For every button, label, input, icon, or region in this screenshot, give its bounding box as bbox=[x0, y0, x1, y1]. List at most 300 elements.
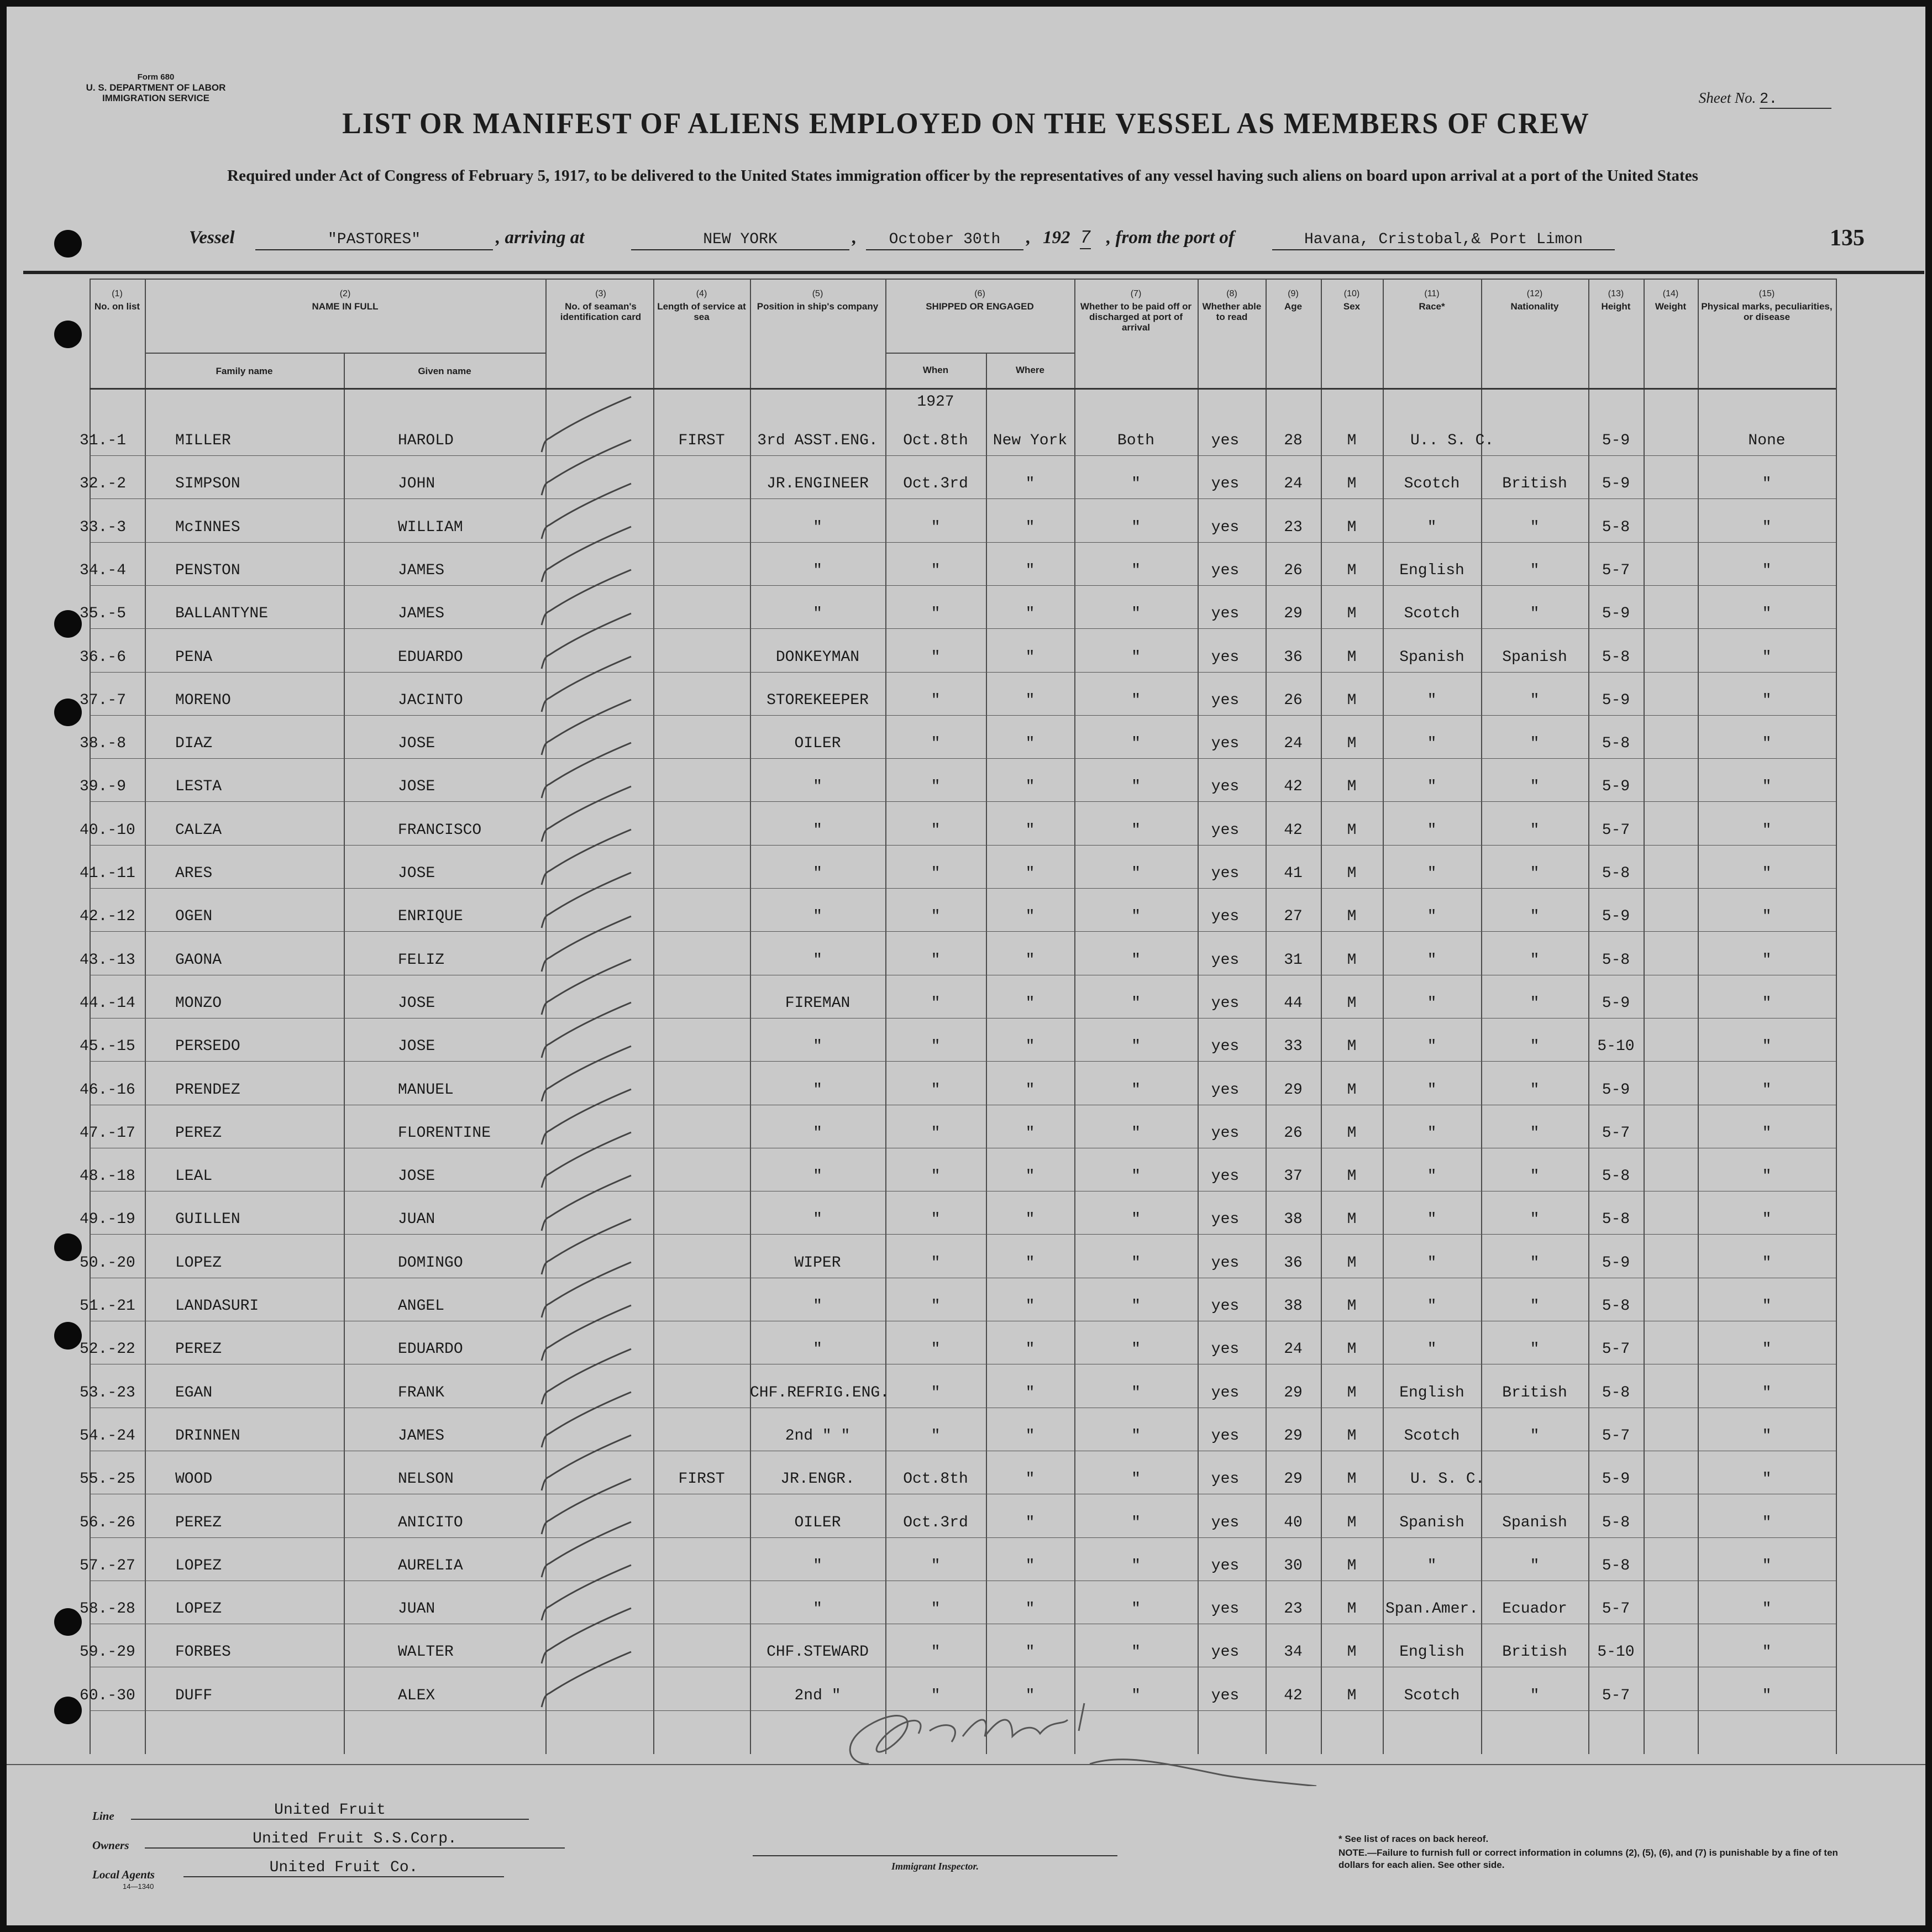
shipped-where: " bbox=[1025, 691, 1035, 709]
height: 5-8 bbox=[1602, 648, 1630, 666]
sex: M bbox=[1347, 1254, 1357, 1272]
id-card-check-mark bbox=[537, 1646, 648, 1713]
paid-off: " bbox=[1131, 865, 1141, 882]
height: 5-9 bbox=[1602, 908, 1630, 926]
physical-marks: " bbox=[1762, 1687, 1772, 1704]
age: 24 bbox=[1284, 1341, 1303, 1358]
position: " bbox=[813, 1298, 822, 1315]
sex: M bbox=[1347, 1124, 1357, 1142]
nationality: " bbox=[1530, 908, 1540, 926]
able-to-read: yes bbox=[1211, 1644, 1240, 1661]
height: 5-10 bbox=[1597, 1644, 1635, 1661]
position: FIREMAN bbox=[785, 994, 851, 1012]
table-row bbox=[7, 759, 1925, 802]
shipped-where: " bbox=[1025, 821, 1035, 839]
year-above-when: 1927 bbox=[917, 393, 954, 411]
race: Spanish bbox=[1399, 648, 1464, 666]
height: 5-8 bbox=[1602, 1298, 1630, 1315]
sex: M bbox=[1347, 1081, 1357, 1099]
shipped-where: " bbox=[1025, 865, 1035, 882]
inspector-label: Immigrant Inspector. bbox=[891, 1861, 979, 1872]
shipped-when: " bbox=[931, 1038, 941, 1056]
position: 2nd " bbox=[794, 1687, 841, 1704]
header-col15: (15) Physical marks, peculiarities, or disease bbox=[1701, 289, 1833, 322]
race: " bbox=[1427, 1254, 1437, 1272]
shipped-where: " bbox=[1025, 1341, 1035, 1358]
able-to-read: yes bbox=[1211, 1254, 1240, 1272]
age: 31 bbox=[1284, 951, 1303, 969]
position: " bbox=[813, 1081, 822, 1099]
shipped-when: " bbox=[931, 1254, 941, 1272]
position: " bbox=[813, 1600, 822, 1618]
shipped-where: " bbox=[1025, 908, 1035, 926]
able-to-read: yes bbox=[1211, 951, 1240, 969]
age: 41 bbox=[1284, 865, 1303, 882]
paid-off: " bbox=[1131, 1600, 1141, 1618]
age: 24 bbox=[1284, 735, 1303, 753]
punch-hole bbox=[54, 321, 82, 348]
physical-marks: " bbox=[1762, 475, 1772, 493]
nationality: " bbox=[1530, 994, 1540, 1012]
shipped-where: " bbox=[1025, 1168, 1035, 1185]
paid-off: " bbox=[1131, 561, 1141, 579]
height: 5-9 bbox=[1602, 475, 1630, 493]
vessel-label: Vessel bbox=[189, 228, 235, 248]
shipped-when: Oct.3rd bbox=[903, 475, 968, 493]
from-label: , from the port of bbox=[1106, 228, 1235, 248]
shipped-where: " bbox=[1025, 1038, 1035, 1056]
shipped-when: " bbox=[931, 1557, 941, 1574]
height: 5-10 bbox=[1597, 1038, 1635, 1056]
physical-marks: " bbox=[1762, 1600, 1772, 1618]
given-name: JAMES bbox=[398, 1427, 445, 1445]
shipped-when: " bbox=[931, 908, 941, 926]
height: 5-7 bbox=[1602, 1600, 1630, 1618]
shipped-when: " bbox=[931, 1384, 941, 1401]
race: " bbox=[1427, 1341, 1437, 1358]
header-col6: (6) SHIPPED OR ENGAGED bbox=[926, 289, 1034, 312]
race: " bbox=[1427, 1211, 1437, 1229]
shipped-where: " bbox=[1025, 648, 1035, 666]
shipped-when: " bbox=[931, 1168, 941, 1185]
able-to-read: yes bbox=[1211, 561, 1240, 579]
sex: M bbox=[1347, 1168, 1357, 1185]
shipped-where: " bbox=[1025, 1254, 1035, 1272]
nationality: " bbox=[1530, 605, 1540, 623]
given-name: MANUEL bbox=[398, 1081, 454, 1099]
shipped-when: " bbox=[931, 1124, 941, 1142]
family-name: PEREZ bbox=[175, 1341, 222, 1358]
physical-marks: " bbox=[1762, 951, 1772, 969]
shipped-when: " bbox=[931, 1600, 941, 1618]
table-row bbox=[7, 1495, 1925, 1538]
row-number: 59.-29 bbox=[80, 1644, 135, 1661]
header-col11: (11) Race* bbox=[1419, 289, 1445, 312]
row-number: 50.-20 bbox=[80, 1254, 135, 1272]
sex: M bbox=[1347, 648, 1357, 666]
table-row bbox=[7, 1322, 1925, 1364]
header-when: When bbox=[922, 365, 949, 375]
row-number: 51.-21 bbox=[80, 1298, 135, 1315]
race: English bbox=[1399, 1384, 1464, 1401]
year-suffix: 7 bbox=[1080, 228, 1091, 248]
given-name: ENRIQUE bbox=[398, 908, 463, 926]
line-value: United Fruit bbox=[131, 1802, 529, 1820]
position: " bbox=[813, 1341, 822, 1358]
age: 24 bbox=[1284, 475, 1303, 493]
able-to-read: yes bbox=[1211, 691, 1240, 709]
height: 5-9 bbox=[1602, 1471, 1630, 1488]
shipped-when: " bbox=[931, 1644, 941, 1661]
family-name: DUFF bbox=[175, 1687, 213, 1704]
age: 23 bbox=[1284, 1600, 1303, 1618]
position: JR.ENGINEER bbox=[767, 475, 869, 493]
able-to-read: yes bbox=[1211, 432, 1240, 449]
punch-hole bbox=[54, 230, 82, 258]
nationality: " bbox=[1530, 1687, 1540, 1704]
family-name: MONZO bbox=[175, 994, 222, 1012]
given-name: JUAN bbox=[398, 1600, 435, 1618]
table-row bbox=[7, 803, 1925, 846]
given-name: JOSE bbox=[398, 865, 435, 882]
shipped-where: " bbox=[1025, 1124, 1035, 1142]
nationality: " bbox=[1530, 1254, 1540, 1272]
family-name: LOPEZ bbox=[175, 1254, 222, 1272]
race: " bbox=[1427, 1038, 1437, 1056]
paid-off: " bbox=[1131, 1298, 1141, 1315]
sex: M bbox=[1347, 691, 1357, 709]
shipped-when: " bbox=[931, 691, 941, 709]
paid-off: " bbox=[1131, 518, 1141, 536]
height: 5-7 bbox=[1602, 1687, 1630, 1704]
age: 42 bbox=[1284, 1687, 1303, 1704]
shipped-where: " bbox=[1025, 1081, 1035, 1099]
sex: M bbox=[1347, 1298, 1357, 1315]
table-row bbox=[7, 673, 1925, 716]
able-to-read: yes bbox=[1211, 1600, 1240, 1618]
paid-off: " bbox=[1131, 475, 1141, 493]
sex: M bbox=[1347, 605, 1357, 623]
nationality: " bbox=[1530, 561, 1540, 579]
able-to-read: yes bbox=[1211, 821, 1240, 839]
position: " bbox=[813, 518, 822, 536]
family-name: WOOD bbox=[175, 1471, 213, 1488]
family-name: SIMPSON bbox=[175, 475, 240, 493]
position: " bbox=[813, 908, 822, 926]
nationality: " bbox=[1530, 778, 1540, 796]
given-name: ANGEL bbox=[398, 1298, 445, 1315]
position: " bbox=[813, 1038, 822, 1056]
paid-off: " bbox=[1131, 821, 1141, 839]
family-name: EGAN bbox=[175, 1384, 213, 1401]
sex: M bbox=[1347, 1427, 1357, 1445]
form-number: Form 680 bbox=[137, 72, 175, 82]
given-name: JAMES bbox=[398, 605, 445, 623]
age: 29 bbox=[1284, 1427, 1303, 1445]
race: Span.Amer. bbox=[1385, 1600, 1479, 1618]
paid-off: " bbox=[1131, 1168, 1141, 1185]
sex: M bbox=[1347, 432, 1357, 449]
age: 38 bbox=[1284, 1298, 1303, 1315]
able-to-read: yes bbox=[1211, 1298, 1240, 1315]
family-name: McINNES bbox=[175, 518, 240, 536]
height: 5-8 bbox=[1602, 1168, 1630, 1185]
table-row bbox=[7, 630, 1925, 673]
race: " bbox=[1427, 908, 1437, 926]
position: " bbox=[813, 1168, 822, 1185]
position: DONKEYMAN bbox=[775, 648, 860, 666]
row-number: 37.-7 bbox=[80, 691, 127, 709]
shipped-where: " bbox=[1025, 1600, 1035, 1618]
shipped-when: " bbox=[931, 778, 941, 796]
nationality: " bbox=[1530, 1038, 1540, 1056]
shipped-where: " bbox=[1025, 1557, 1035, 1574]
agents-value: United Fruit Co. bbox=[183, 1859, 504, 1877]
inspector-signature-scrawl bbox=[836, 1681, 1333, 1786]
paid-off: " bbox=[1131, 994, 1141, 1012]
race: " bbox=[1427, 1081, 1437, 1099]
family-name: LEAL bbox=[175, 1168, 213, 1185]
height: 5-7 bbox=[1602, 821, 1630, 839]
table-row bbox=[7, 1192, 1925, 1235]
row-number: 36.-6 bbox=[80, 648, 127, 666]
header-where: Where bbox=[1016, 365, 1044, 375]
row-number: 56.-26 bbox=[80, 1514, 135, 1531]
row-number: 57.-27 bbox=[80, 1557, 135, 1574]
physical-marks: " bbox=[1762, 1298, 1772, 1315]
given-name: JOHN bbox=[398, 475, 435, 493]
height: 5-8 bbox=[1602, 865, 1630, 882]
sex: M bbox=[1347, 1384, 1357, 1401]
sex: M bbox=[1347, 1600, 1357, 1618]
able-to-read: yes bbox=[1211, 735, 1240, 753]
race: " bbox=[1427, 691, 1437, 709]
given-name: JOSE bbox=[398, 994, 435, 1012]
row-number: 39.-9 bbox=[80, 778, 127, 796]
header-col4: (4) Length of service at sea bbox=[657, 289, 746, 322]
physical-marks: " bbox=[1762, 1211, 1772, 1229]
nationality: " bbox=[1530, 1298, 1540, 1315]
age: 29 bbox=[1284, 1081, 1303, 1099]
race: " bbox=[1427, 821, 1437, 839]
paid-off: " bbox=[1131, 1427, 1141, 1445]
physical-marks: " bbox=[1762, 1557, 1772, 1574]
header-family-name: Family name bbox=[216, 366, 273, 376]
given-name: JAMES bbox=[398, 561, 445, 579]
height: 5-8 bbox=[1602, 951, 1630, 969]
sex: M bbox=[1347, 1687, 1357, 1704]
given-name: WALTER bbox=[398, 1644, 454, 1661]
shipped-when: " bbox=[931, 821, 941, 839]
age: 28 bbox=[1284, 432, 1303, 449]
paid-off: " bbox=[1131, 1687, 1141, 1704]
able-to-read: yes bbox=[1211, 865, 1240, 882]
family-name: PEREZ bbox=[175, 1514, 222, 1531]
position: CHF.REFRIG.ENG. bbox=[750, 1384, 890, 1401]
given-name: HAROLD bbox=[398, 432, 454, 449]
family-name: GAONA bbox=[175, 951, 222, 969]
table-row bbox=[7, 1582, 1925, 1624]
position: " bbox=[813, 605, 822, 623]
header-col3: (3) No. of seaman's identification card bbox=[560, 289, 642, 322]
nationality: " bbox=[1530, 1557, 1540, 1574]
age: 27 bbox=[1284, 908, 1303, 926]
height: 5-7 bbox=[1602, 1124, 1630, 1142]
position: " bbox=[813, 778, 822, 796]
family-name: PENSTON bbox=[175, 561, 240, 579]
paid-off: " bbox=[1131, 1081, 1141, 1099]
row-number: 40.-10 bbox=[80, 821, 135, 839]
family-name: MILLER bbox=[175, 432, 231, 449]
sex: M bbox=[1347, 1557, 1357, 1574]
shipped-when: " bbox=[931, 865, 941, 882]
inspector-signature-line bbox=[753, 1855, 1117, 1856]
nationality: " bbox=[1530, 865, 1540, 882]
table-row bbox=[7, 889, 1925, 932]
row-number: 41.-11 bbox=[80, 865, 135, 882]
able-to-read: yes bbox=[1211, 778, 1240, 796]
row-number: 47.-17 bbox=[80, 1124, 135, 1142]
able-to-read: yes bbox=[1211, 994, 1240, 1012]
table-row bbox=[7, 933, 1925, 975]
shipped-when: " bbox=[931, 1298, 941, 1315]
header-col8: (8) Whether able to read bbox=[1202, 289, 1262, 322]
paid-off: " bbox=[1131, 951, 1141, 969]
physical-marks: " bbox=[1762, 1384, 1772, 1401]
vessel-line: Vessel "PASTORES" , arriving at NEW YORK , October 30th , 192 7 , from the port of Havana, Cristobal,& Port Limon bbox=[189, 228, 1814, 261]
race: " bbox=[1427, 994, 1437, 1012]
shipped-when: " bbox=[931, 735, 941, 753]
position: " bbox=[813, 1211, 822, 1229]
physical-marks: " bbox=[1762, 778, 1772, 796]
nationality: " bbox=[1530, 1427, 1540, 1445]
manifest-page bbox=[7, 7, 1925, 1925]
nationality: " bbox=[1530, 1081, 1540, 1099]
height: 5-9 bbox=[1602, 605, 1630, 623]
nationality: " bbox=[1530, 735, 1540, 753]
sex: M bbox=[1347, 1341, 1357, 1358]
sex: M bbox=[1347, 735, 1357, 753]
table-row bbox=[7, 1539, 1925, 1581]
physical-marks: " bbox=[1762, 1514, 1772, 1531]
given-name: FLORENTINE bbox=[398, 1124, 491, 1142]
age: 23 bbox=[1284, 518, 1303, 536]
able-to-read: yes bbox=[1211, 475, 1240, 493]
family-name: CALZA bbox=[175, 821, 222, 839]
sex: M bbox=[1347, 1038, 1357, 1056]
height: 5-7 bbox=[1602, 1427, 1630, 1445]
height: 5-8 bbox=[1602, 1514, 1630, 1531]
agents-label: Local Agents bbox=[92, 1868, 155, 1881]
vessel-name: "PASTORES" bbox=[255, 231, 493, 250]
table-row bbox=[7, 500, 1925, 543]
age: 44 bbox=[1284, 994, 1303, 1012]
age: 26 bbox=[1284, 1124, 1303, 1142]
physical-marks: " bbox=[1762, 1081, 1772, 1099]
age: 33 bbox=[1284, 1038, 1303, 1056]
table-row bbox=[7, 1236, 1925, 1278]
given-name: JOSE bbox=[398, 735, 435, 753]
age: 34 bbox=[1284, 1644, 1303, 1661]
table-row bbox=[7, 1063, 1925, 1105]
height: 5-8 bbox=[1602, 1211, 1630, 1229]
given-name: AURELIA bbox=[398, 1557, 463, 1574]
physical-marks: " bbox=[1762, 1471, 1772, 1488]
given-name: JACINTO bbox=[398, 691, 463, 709]
header-col12: (12) Nationality bbox=[1510, 289, 1559, 312]
from-port: Havana, Cristobal,& Port Limon bbox=[1272, 231, 1615, 250]
height: 5-9 bbox=[1602, 691, 1630, 709]
position: OILER bbox=[794, 735, 841, 753]
form-service: IMMIGRATION SERVICE bbox=[102, 93, 209, 103]
physical-marks: None bbox=[1748, 432, 1786, 449]
age: 29 bbox=[1284, 605, 1303, 623]
sex: M bbox=[1347, 1211, 1357, 1229]
age: 40 bbox=[1284, 1514, 1303, 1531]
race: " bbox=[1427, 735, 1437, 753]
paid-off: " bbox=[1131, 735, 1141, 753]
shipped-where: " bbox=[1025, 1211, 1035, 1229]
position: JR.ENGR. bbox=[780, 1471, 855, 1488]
able-to-read: yes bbox=[1211, 1038, 1240, 1056]
header-col13: (13) Height bbox=[1601, 289, 1631, 312]
row-number: 52.-22 bbox=[80, 1341, 135, 1358]
able-to-read: yes bbox=[1211, 1557, 1240, 1574]
row-number: 45.-15 bbox=[80, 1038, 135, 1056]
nationality: " bbox=[1530, 821, 1540, 839]
nationality: " bbox=[1530, 691, 1540, 709]
nationality: British bbox=[1502, 1384, 1567, 1401]
row-number: 32.-2 bbox=[80, 475, 127, 493]
nationality: " bbox=[1530, 1211, 1540, 1229]
paid-off: " bbox=[1131, 691, 1141, 709]
age: 37 bbox=[1284, 1168, 1303, 1185]
given-name: FRANCISCO bbox=[398, 821, 482, 839]
able-to-read: yes bbox=[1211, 648, 1240, 666]
nationality: British bbox=[1502, 1644, 1567, 1661]
line-label: Line bbox=[92, 1809, 114, 1823]
age: 26 bbox=[1284, 561, 1303, 579]
physical-marks: " bbox=[1762, 865, 1772, 882]
shipped-when: Oct.3rd bbox=[903, 1514, 968, 1531]
height: 5-9 bbox=[1602, 432, 1630, 449]
header-col7: (7) Whether to be paid off or discharged at port of arrival bbox=[1080, 289, 1192, 333]
shipped-where: " bbox=[1025, 735, 1035, 753]
table-row bbox=[7, 543, 1925, 586]
nationality: " bbox=[1530, 1124, 1540, 1142]
paid-off: " bbox=[1131, 1557, 1141, 1574]
height: 5-8 bbox=[1602, 735, 1630, 753]
year-prefix: 192 bbox=[1043, 228, 1070, 248]
penalty-note: NOTE.—Failure to furnish full or correct information in columns (2), (5), (6), and (7) is punishable by a fine of ten dollars for each alien. See other side. bbox=[1338, 1847, 1838, 1870]
able-to-read: yes bbox=[1211, 518, 1240, 536]
age: 42 bbox=[1284, 778, 1303, 796]
sheet-value: 2. bbox=[1760, 91, 1831, 109]
family-name: PEREZ bbox=[175, 1124, 222, 1142]
given-name: JOSE bbox=[398, 778, 435, 796]
height: 5-9 bbox=[1602, 778, 1630, 796]
sex: M bbox=[1347, 1644, 1357, 1661]
paid-off: Both bbox=[1117, 432, 1155, 449]
table-row bbox=[7, 1019, 1925, 1062]
table-row bbox=[7, 1149, 1925, 1191]
family-name: LOPEZ bbox=[175, 1557, 222, 1574]
given-name: ALEX bbox=[398, 1687, 435, 1704]
family-name: LOPEZ bbox=[175, 1600, 222, 1618]
position: " bbox=[813, 1124, 822, 1142]
race: U.. S. C. bbox=[1410, 432, 1494, 449]
row-number: 58.-28 bbox=[80, 1600, 135, 1618]
